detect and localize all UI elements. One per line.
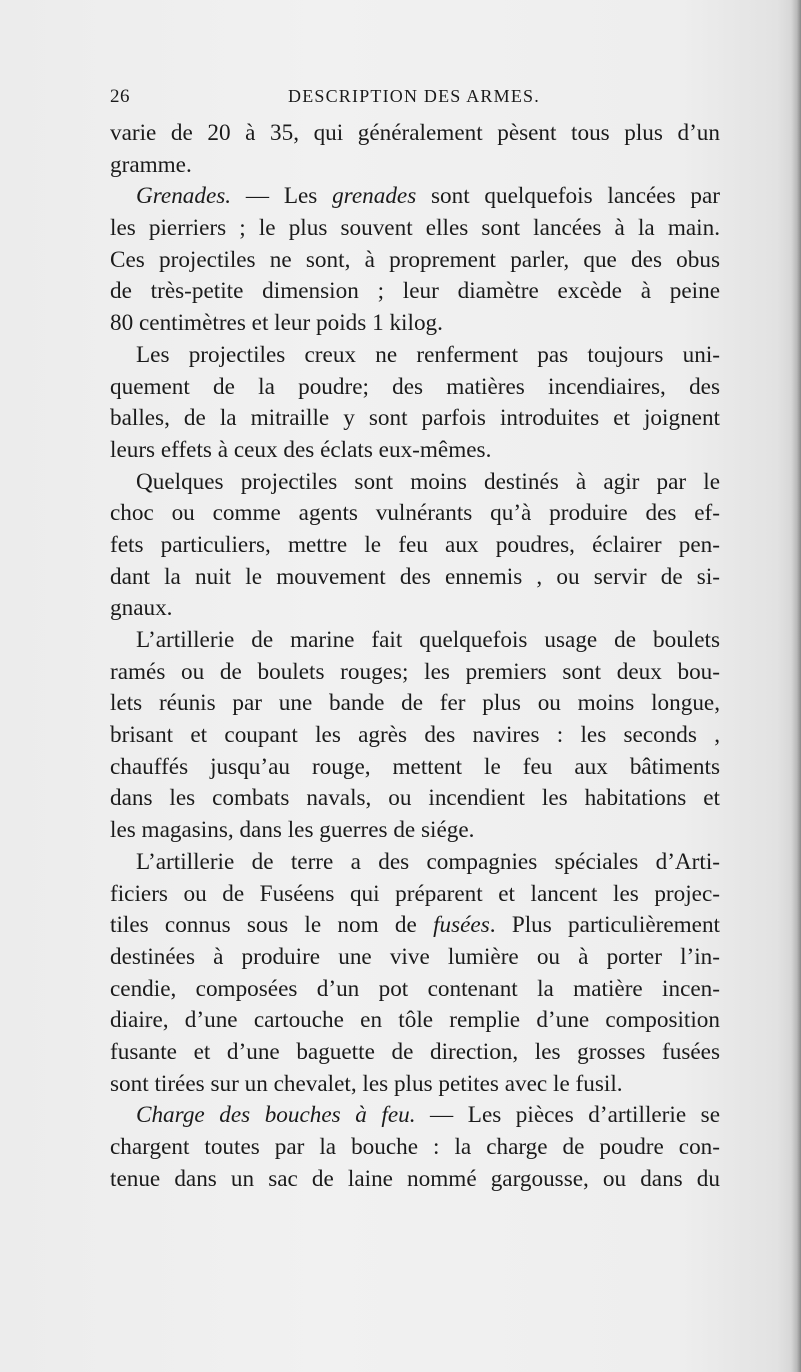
text-line [110, 118, 720, 150]
text-line [110, 308, 720, 340]
text-run: brisant et coupant les agrès des navires : les seconds , [110, 722, 720, 749]
running-title: DESCRIPTION DES ARMES. [288, 86, 540, 106]
text-run: lets réunis par une bande de fer plus ou moins longue, [110, 690, 720, 717]
text-line [110, 657, 720, 689]
text-run: L’artillerie de terre a des compagnies spéciales d’Arti- [136, 848, 720, 875]
text-line [110, 1005, 720, 1037]
text-run: ficiers ou de Fuséens qui préparent et lancent les projec- [110, 880, 720, 907]
page-number: 26 [110, 86, 130, 107]
italic-term: fusées [433, 912, 490, 939]
text-line [110, 403, 720, 435]
text-run: diaire, d’une cartouche en tôle remplie d’une composition [110, 1007, 720, 1034]
body-text [110, 118, 720, 1195]
text-line [110, 530, 720, 562]
text-run: leurs effets à ceux des éclats eux-mêmes. [110, 436, 492, 463]
text-run: . Plus particulièrement [489, 912, 720, 939]
text-run: fets particuliers, mettre le feu aux poudres, éclairer pen- [110, 531, 720, 558]
text-line [110, 910, 720, 942]
text-line [110, 783, 720, 815]
text-run: 80 centimètres et leur poids 1 kilog. [110, 310, 443, 337]
text-run: les magasins, dans les guerres de siége. [110, 817, 475, 844]
text-line [110, 213, 720, 245]
text-line [110, 181, 720, 213]
text-line [110, 1100, 720, 1132]
page-edge-shadow [791, 0, 801, 1372]
text-line [110, 435, 720, 467]
text-run: destinées à produire une vive lumière ou à porter l’in- [110, 943, 720, 970]
text-run: tiles connus sous le nom de [110, 912, 434, 939]
italic-term: grenades [332, 183, 417, 210]
text-run: varie de 20 à 35, qui généralement pèsent tous plus d’un [110, 120, 720, 146]
text-run: — Les [231, 183, 333, 210]
text-run: cendie, composées d’un pot contenant la matière incen- [110, 975, 720, 1002]
text-run: L’artillerie de marine fait quelquefois usage de boulets [136, 627, 720, 653]
text-line [110, 340, 720, 372]
text-run: de très-petite dimension ; leur diamètre excède à peine [110, 278, 720, 305]
text-run: sont quelquefois lancées par [416, 183, 720, 210]
text-line [110, 1164, 720, 1196]
text-line [110, 752, 720, 784]
text-run: — Les pièces d’artillerie se [415, 1102, 720, 1129]
text-line [110, 593, 720, 625]
text-line [110, 150, 720, 182]
text-line [110, 879, 720, 911]
text-line [110, 974, 720, 1006]
text-run: sont tirées sur un chevalet, les plus petites avec le fusil. [110, 1070, 623, 1097]
text-line [110, 1069, 720, 1101]
text-run: ramés ou de boulets rouges; les premiers sont deux bou- [110, 658, 720, 685]
text-line [110, 942, 720, 974]
text-run: tenue dans un sac de laine nommé gargousse, ou dans du [110, 1165, 720, 1192]
text-line [110, 815, 720, 847]
text-line [110, 562, 720, 594]
text-run: fusante et d’une baguette de direction, les grosses fusées [110, 1038, 720, 1065]
text-run: Les projectiles creux ne renferment pas toujours uni- [136, 341, 720, 368]
text-line [110, 1132, 720, 1164]
text-run: gramme. [110, 151, 192, 178]
text-run: chargent toutes par la bouche : la charge de poudre con- [110, 1134, 720, 1160]
text-line [110, 720, 720, 752]
text-run: chauffés jusqu’au rouge, mettent le feu aux bâtiments [110, 753, 720, 780]
text-line [110, 245, 720, 277]
text-line [110, 498, 720, 530]
text-run: gnaux. [110, 595, 173, 622]
text-line [110, 688, 720, 720]
text-run: balles, de la mitraille y sont parfois introduites et joignent [110, 405, 720, 432]
section-heading-charge: Charge des bouches à feu. [136, 1102, 416, 1129]
text-line [110, 625, 720, 657]
text-run: les pierriers ; le plus souvent elles sont lancées à la main. [110, 215, 720, 242]
text-run: quement de la poudre; des matières incendiaires, des [110, 373, 720, 400]
text-line [110, 1037, 720, 1069]
text-run: dant la nuit le mouvement des ennemis , ou servir de si- [110, 563, 720, 590]
text-line [110, 847, 720, 879]
section-heading-grenades: Grenades. [136, 183, 232, 210]
text-line [110, 467, 720, 499]
running-head [110, 86, 710, 114]
text-line [110, 276, 720, 308]
text-run: dans les combats navals, ou incendient les habitations et [110, 785, 720, 812]
text-line [110, 372, 720, 404]
text-run: Ces projectiles ne sont, à proprement parler, que des obus [110, 246, 720, 273]
text-run: choc ou comme agents vulnérants qu’à produire des ef- [110, 500, 720, 527]
text-run: Quelques projectiles sont moins destinés à agir par le [136, 468, 720, 495]
